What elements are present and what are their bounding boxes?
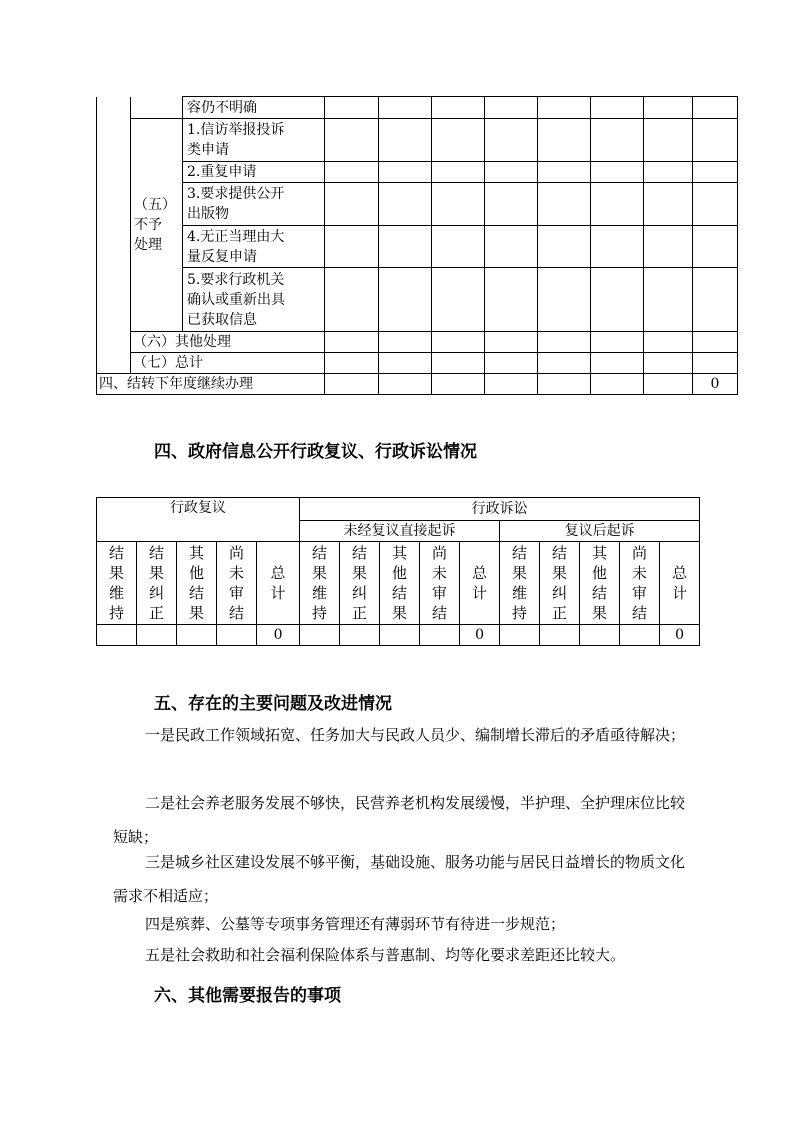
table-cell bbox=[538, 183, 591, 226]
column-header: 尚 未 审 结 bbox=[420, 542, 460, 625]
table-cell bbox=[693, 97, 738, 119]
table-row bbox=[97, 226, 738, 268]
table-cell bbox=[693, 353, 738, 374]
table-cell bbox=[432, 226, 485, 268]
table-cell bbox=[325, 162, 379, 183]
table-cell bbox=[300, 625, 340, 646]
table-row bbox=[97, 162, 738, 183]
table-cell bbox=[500, 625, 540, 646]
table-cell bbox=[693, 119, 738, 162]
table-row bbox=[97, 542, 700, 625]
table-cell bbox=[485, 374, 538, 395]
table-cell bbox=[485, 268, 538, 332]
table-cell bbox=[379, 268, 432, 332]
table-cell bbox=[591, 353, 644, 374]
column-header: 结 果 维 持 bbox=[500, 542, 540, 625]
table-cell bbox=[485, 97, 538, 119]
review-total: 0 bbox=[257, 625, 300, 646]
table-cell bbox=[693, 183, 738, 226]
group-blank-cell bbox=[131, 97, 183, 119]
disposal-table bbox=[96, 96, 738, 374]
table-row bbox=[97, 119, 738, 162]
table-cell bbox=[325, 268, 379, 332]
column-header: 其 他 结 果 bbox=[380, 542, 420, 625]
table-cell bbox=[644, 353, 693, 374]
table-cell bbox=[432, 374, 485, 395]
table-cell bbox=[485, 183, 538, 226]
table-cell bbox=[644, 226, 693, 268]
table-cell bbox=[538, 226, 591, 268]
table-cell bbox=[379, 353, 432, 374]
column-header: 结 果 纠 正 bbox=[137, 542, 177, 625]
row-label: （六）其他处理 bbox=[131, 332, 325, 353]
table-cell bbox=[538, 353, 591, 374]
table-cell bbox=[325, 119, 379, 162]
table-cell bbox=[538, 332, 591, 353]
column-header: 其 他 结 果 bbox=[580, 542, 620, 625]
table-cell bbox=[379, 374, 432, 395]
table-cell bbox=[485, 353, 538, 374]
carryover-table bbox=[96, 373, 738, 395]
table-cell bbox=[325, 374, 379, 395]
table-cell bbox=[693, 226, 738, 268]
column-header: 总 计 bbox=[257, 542, 300, 625]
table-cell bbox=[540, 625, 580, 646]
row-label: 3.要求提供公开 出版物 bbox=[183, 183, 325, 226]
table-cell bbox=[538, 97, 591, 119]
table-cell bbox=[644, 374, 693, 395]
row-label: 1.信访举报投诉 类申请 bbox=[183, 119, 325, 162]
table-cell bbox=[325, 332, 379, 353]
row-label: 4.无正当理由大 量反复申请 bbox=[183, 226, 325, 268]
table-cell bbox=[97, 625, 137, 646]
section-heading: 五、存在的主要问题及改进情况 bbox=[154, 694, 392, 714]
table-row bbox=[97, 183, 738, 226]
table-cell bbox=[644, 119, 693, 162]
table-cell bbox=[217, 625, 257, 646]
table-cell bbox=[591, 374, 644, 395]
paragraph: 一是民政工作领域拓宽、任务加大与民政人员少、编制增长滞后的矛盾亟待解决； bbox=[145, 726, 686, 744]
after-total: 0 bbox=[660, 625, 700, 646]
column-header: 总 计 bbox=[460, 542, 500, 625]
table-cell bbox=[644, 97, 693, 119]
row-label: 四、结转下年度继续办理 bbox=[97, 374, 325, 395]
table-cell bbox=[379, 183, 432, 226]
column-header: 总 计 bbox=[660, 542, 700, 625]
table-cell bbox=[432, 162, 485, 183]
table-cell bbox=[432, 119, 485, 162]
table-cell bbox=[379, 97, 432, 119]
table-cell bbox=[379, 119, 432, 162]
direct-suit-header: 未经复议直接起诉 bbox=[300, 521, 500, 542]
table-cell bbox=[420, 625, 460, 646]
table-cell bbox=[137, 625, 177, 646]
paragraph: 三是城乡社区建设发展不够平衡，基础设施、服务功能与居民日益增长的物质文化需求不相适应； bbox=[113, 853, 686, 905]
table-cell bbox=[591, 183, 644, 226]
table-cell bbox=[325, 97, 379, 119]
table-cell bbox=[644, 268, 693, 332]
table-cell bbox=[591, 332, 644, 353]
table-cell bbox=[538, 374, 591, 395]
table-cell bbox=[591, 268, 644, 332]
after-review-header: 复议后起诉 bbox=[500, 521, 700, 542]
table-cell bbox=[379, 332, 432, 353]
outer-blank-cell bbox=[97, 97, 131, 374]
table-cell bbox=[485, 332, 538, 353]
table-row bbox=[97, 97, 738, 119]
paragraph: 二是社会养老服务发展不够快，民营养老机构发展缓慢，半护理、全护理床位比较短缺； bbox=[113, 794, 686, 846]
review-header: 行政复议 bbox=[97, 498, 300, 542]
carryover-value: 0 bbox=[693, 374, 738, 395]
table-cell bbox=[693, 162, 738, 183]
column-header: 尚 未 审 结 bbox=[620, 542, 660, 625]
column-header: 结 果 维 持 bbox=[300, 542, 340, 625]
table-cell bbox=[485, 162, 538, 183]
review-litigation-table bbox=[96, 497, 700, 646]
paragraph: 四是殡葬、公墓等专项事务管理还有薄弱环节有待进一步规范； bbox=[145, 915, 566, 933]
table-cell bbox=[591, 226, 644, 268]
table-cell bbox=[325, 183, 379, 226]
table-row bbox=[97, 374, 738, 395]
row-label: （七）总计 bbox=[131, 353, 325, 374]
litigation-header: 行政诉讼 bbox=[300, 498, 700, 521]
table-cell bbox=[620, 625, 660, 646]
table-cell bbox=[325, 226, 379, 268]
table-cell bbox=[591, 162, 644, 183]
table-cell bbox=[644, 332, 693, 353]
table-row bbox=[97, 268, 738, 332]
table-row bbox=[97, 625, 700, 646]
table-cell bbox=[580, 625, 620, 646]
table-cell bbox=[538, 119, 591, 162]
table-row bbox=[97, 498, 700, 521]
column-header: 结 果 纠 正 bbox=[340, 542, 380, 625]
column-header: 结 果 纠 正 bbox=[540, 542, 580, 625]
table-cell bbox=[432, 353, 485, 374]
row-label: 2.重复申请 bbox=[183, 162, 325, 183]
table-cell bbox=[538, 268, 591, 332]
table-cell bbox=[591, 119, 644, 162]
table-cell bbox=[379, 226, 432, 268]
row-label: 5.要求行政机关 确认或重新出具 已获取信息 bbox=[183, 268, 325, 332]
row-label: 容仍不明确 bbox=[183, 97, 325, 119]
table-cell bbox=[693, 332, 738, 353]
direct-total: 0 bbox=[460, 625, 500, 646]
table-cell bbox=[644, 183, 693, 226]
table-cell bbox=[325, 353, 379, 374]
table-cell bbox=[485, 119, 538, 162]
column-header: 其 他 结 果 bbox=[177, 542, 217, 625]
section-heading: 六、其他需要报告的事项 bbox=[154, 986, 341, 1006]
table-cell bbox=[380, 625, 420, 646]
table-cell bbox=[485, 226, 538, 268]
table-cell bbox=[432, 268, 485, 332]
table-cell bbox=[693, 268, 738, 332]
paragraph: 五是社会救助和社会福利保险体系与普惠制、均等化要求差距还比较大。 bbox=[145, 946, 626, 964]
column-header: 尚 未 审 结 bbox=[217, 542, 257, 625]
column-header: 结 果 维 持 bbox=[97, 542, 137, 625]
table-cell bbox=[591, 97, 644, 119]
table-cell bbox=[644, 162, 693, 183]
table-cell bbox=[432, 97, 485, 119]
section-heading: 四、政府信息公开行政复议、行政诉讼情况 bbox=[154, 442, 477, 462]
table-cell bbox=[340, 625, 380, 646]
table-cell bbox=[432, 183, 485, 226]
table-cell bbox=[379, 162, 432, 183]
table-row bbox=[97, 332, 738, 353]
table-cell bbox=[538, 162, 591, 183]
group5-label: （五） 不予 处理 bbox=[131, 119, 183, 332]
table-cell bbox=[177, 625, 217, 646]
table-cell bbox=[432, 332, 485, 353]
table-row bbox=[97, 353, 738, 374]
